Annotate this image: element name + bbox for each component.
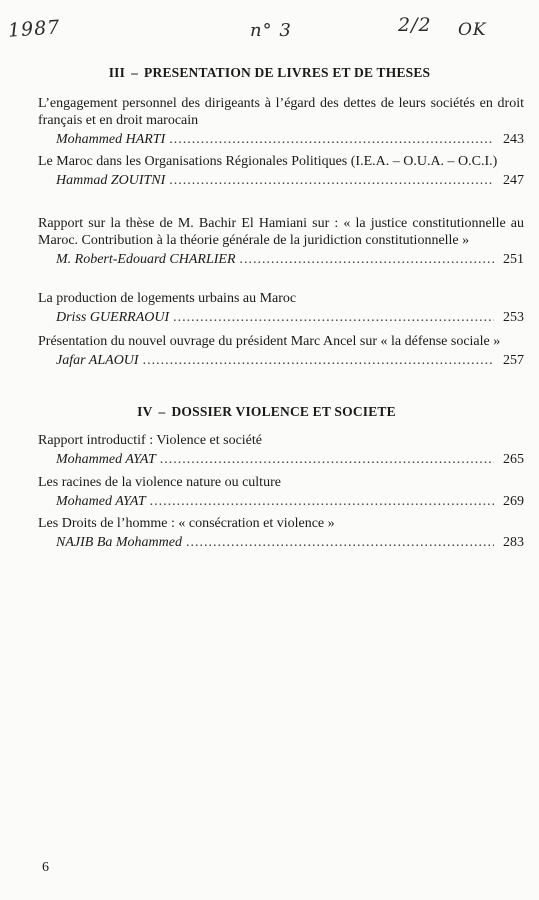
entry-author: Mohammed HARTI: [56, 132, 166, 147]
handwritten-issue-number: n° 3: [250, 20, 292, 41]
entry-author: M. Robert-Edouard CHARLIER: [56, 252, 236, 267]
entry-author-line: [38, 534, 524, 551]
entry-title: Rapport introductif : Violence et société: [38, 433, 262, 448]
entry-author: Jafar ALAOUI: [56, 353, 139, 368]
dot-leader: [169, 131, 494, 148]
toc-entry: [38, 153, 524, 189]
entry-author-line: [38, 172, 524, 189]
toc-entry: [38, 290, 524, 326]
section-dash: –: [158, 404, 166, 419]
page-number: 6: [42, 860, 49, 875]
entry-author-line: [38, 352, 524, 369]
dot-leader: [186, 534, 494, 551]
entry-title: Les racines de la violence nature ou culture: [38, 475, 281, 490]
toc-entry: [38, 515, 524, 551]
section-dash: –: [131, 65, 139, 80]
entry-author-line: [38, 131, 524, 148]
entry-author-line: [38, 451, 524, 468]
entry-author: NAJIB Ba Mohammed: [56, 535, 182, 550]
toc-entry: [38, 474, 524, 510]
entry-author-line: [38, 309, 524, 326]
toc-entry: [38, 95, 524, 148]
dot-leader: [150, 493, 494, 510]
dot-leader: [240, 251, 494, 268]
entry-title: Les Droits de l’homme : « consécration et violence »: [38, 516, 335, 531]
handwritten-page-count: 2/2: [398, 14, 432, 36]
entry-title: L’engagement personnel des dirigeants à l’égard des dettes de leurs sociétés en droit français et en droit marocain: [38, 96, 524, 128]
section-title-text: DOSSIER VIOLENCE ET SOCIETE: [171, 404, 396, 419]
dot-leader: [173, 309, 494, 326]
section-number: III: [108, 65, 126, 80]
dot-leader: [143, 352, 494, 369]
entry-page-number: 251: [503, 252, 524, 267]
entry-page-number: 265: [503, 452, 524, 467]
handwritten-ok-mark: OK: [458, 20, 487, 40]
section-number: IV: [137, 404, 153, 419]
entry-page-number: 253: [503, 310, 524, 325]
entry-author: Hammad ZOUITNI: [56, 173, 166, 188]
dot-leader: [160, 451, 494, 468]
entry-title: Le Maroc dans les Organisations Régionales Politiques (I.E.A. – O.U.A. – O.C.I.): [38, 154, 498, 169]
entry-title: Rapport sur la thèse de M. Bachir El Hamiani sur : « la justice constitutionnelle au Maroc. Contribution à la théorie générale de la juridiction constitutionnelle »: [38, 216, 524, 248]
entry-page-number: 283: [503, 535, 524, 550]
entry-author: Mohammed AYAT: [56, 452, 156, 467]
entry-title: La production de logements urbains au Maroc: [38, 291, 297, 306]
entry-title: Présentation du nouvel ouvrage du président Marc Ancel sur « la défense sociale »: [38, 334, 501, 349]
section-heading-iv: [0, 404, 536, 420]
entry-author-line: [38, 493, 524, 510]
entry-page-number: 257: [503, 353, 524, 368]
entry-author: Mohamed AYAT: [56, 494, 146, 509]
entry-page-number: 269: [503, 494, 524, 509]
handwritten-year: 1987: [7, 16, 62, 42]
toc-entry: [38, 432, 524, 468]
entry-page-number: 243: [503, 132, 524, 147]
entry-page-number: 247: [503, 173, 524, 188]
toc-entry: [38, 333, 524, 369]
entry-author: Driss GUERRAOUI: [56, 310, 170, 325]
section-title-text: PRESENTATION DE LIVRES ET DE THESES: [144, 65, 431, 80]
dot-leader: [169, 172, 494, 189]
entry-author-line: [38, 251, 524, 268]
section-heading-iii: [0, 65, 539, 81]
toc-entry: [38, 215, 524, 268]
